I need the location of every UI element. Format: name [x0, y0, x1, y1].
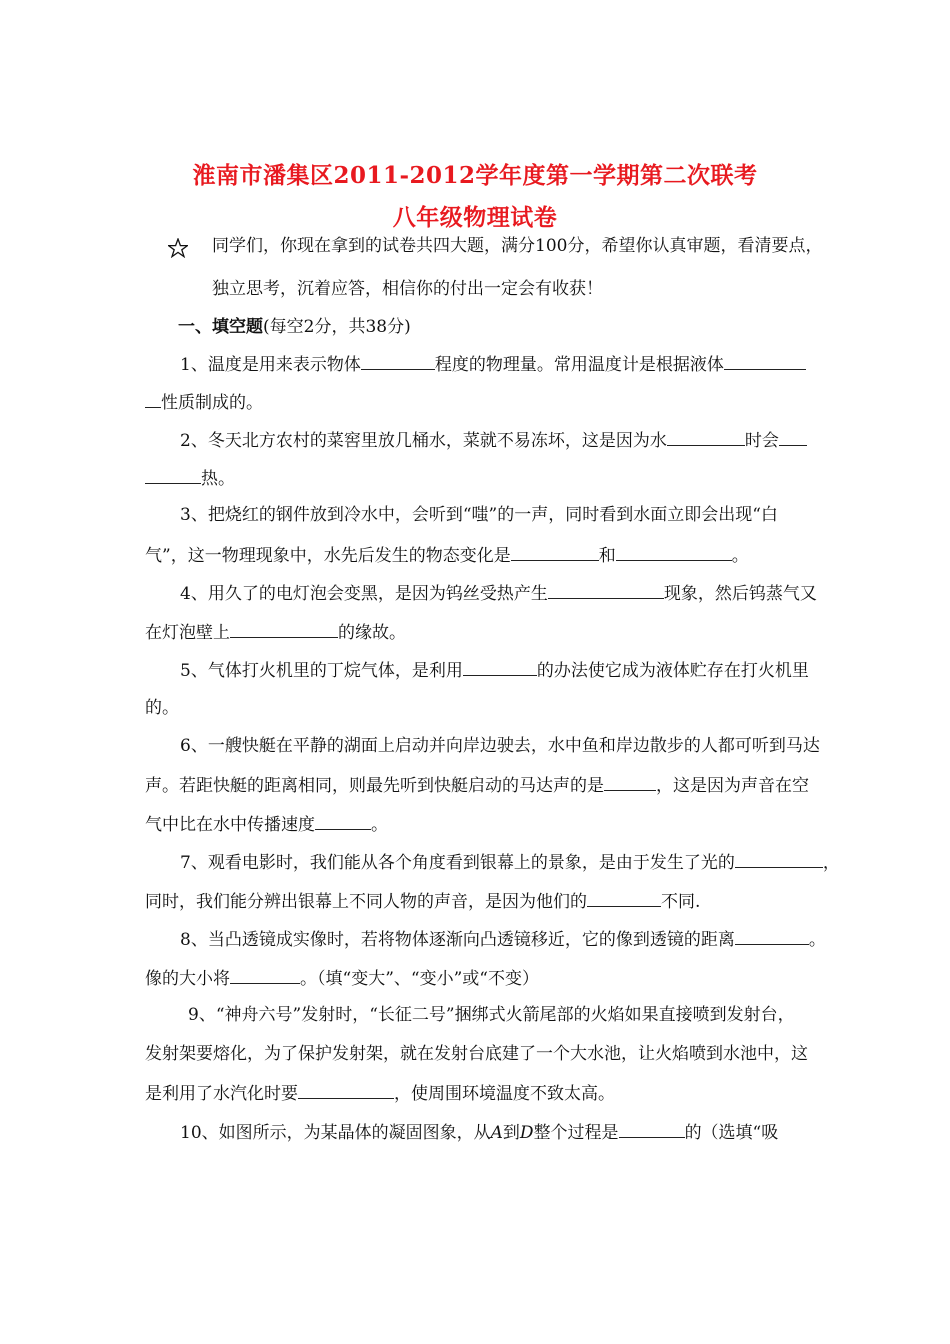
question-9-line-1: 9、“神舟六号”发射时，“长征二号”捆绑式火箭尾部的火焰如果直接喷到发射台，	[188, 1005, 795, 1025]
q6-text-d: 气中比在水中传播速度	[145, 815, 315, 835]
q8-blank-2[interactable]	[230, 965, 300, 984]
q1-text-a: 1、温度是用来表示物体	[180, 355, 361, 375]
q6-text-e: 。	[371, 815, 388, 835]
q6-blank-1[interactable]	[604, 772, 656, 791]
question-10-line-1	[180, 1119, 778, 1145]
q8-text-a: 8、当凸透镜成实像时，若将物体逐渐向凸透镜移近，它的像到透镜的距离	[180, 930, 735, 950]
question-8-line-2	[145, 965, 539, 991]
question-9-line-3	[145, 1080, 615, 1106]
q10-point-d: D	[519, 1123, 534, 1143]
q1-text-c: 性质制成的。	[161, 393, 263, 413]
q2-text-b: 时会	[744, 431, 779, 451]
exam-title-line2: 八年级物理试卷	[392, 204, 558, 231]
q4-text-b: 现象，然后钨蒸气又	[663, 584, 817, 604]
q3-blank-2[interactable]	[616, 542, 732, 561]
question-4-line-2	[145, 619, 406, 645]
section-1-note: (每空2分，共38分)	[263, 317, 411, 337]
q10-text-a: 10、如图所示，为某晶体的凝固图象，从	[180, 1123, 491, 1143]
q4-blank-2[interactable]	[230, 619, 338, 638]
q2-blank-1[interactable]	[667, 427, 745, 446]
q1-blank-2[interactable]	[724, 351, 806, 370]
q4-text-c: 在灯泡壁上	[145, 623, 230, 643]
question-1-line-2	[145, 389, 263, 415]
q7-text-b: ，	[822, 853, 840, 873]
q4-text-d: 的缘故。	[338, 623, 406, 643]
q2-text-c: 热。	[201, 469, 235, 489]
q10-point-a: A	[490, 1123, 503, 1143]
q6-text-b: 声。若距快艇的距离相同，则最先听到快艇启动的马达声的是	[145, 776, 604, 796]
q7-blank-2[interactable]	[587, 888, 661, 907]
question-6-line-2	[145, 772, 809, 798]
question-4-line-1	[180, 580, 817, 606]
question-3-line-2	[145, 542, 749, 568]
q8-text-c: 像的大小将	[145, 969, 230, 989]
q10-blank-1[interactable]	[619, 1119, 685, 1138]
q8-blank-1[interactable]	[735, 926, 809, 945]
q2-blank-2[interactable]	[779, 427, 807, 446]
question-7-line-2	[145, 888, 700, 914]
q4-text-a: 4、用久了的电灯泡会变黑，是因为钨丝受热产生	[180, 584, 548, 604]
q8-text-d: 。（填“变大”、“变小”或“不变）	[300, 969, 539, 989]
q5-blank-1[interactable]	[463, 657, 537, 676]
intro-line-2: 独立思考，沉着应答，相信你的付出一定会有收获！	[212, 279, 603, 299]
question-5-line-1	[180, 657, 809, 683]
question-2-line-2	[145, 465, 235, 491]
q7-text-a: 7、观看电影时，我们能从各个角度看到银幕上的景象，是由于发生了光的	[180, 853, 735, 873]
section-1-heading	[178, 315, 411, 339]
q1-blank-2-cont[interactable]	[145, 389, 161, 408]
q7-text-c: 同时，我们能分辨出银幕上不同人物的声音，是因为他们的	[145, 892, 587, 912]
q8-text-b: 。	[808, 930, 826, 950]
question-2-line-1	[180, 427, 807, 453]
q6-blank-2[interactable]	[315, 811, 371, 830]
q4-blank-1[interactable]	[548, 580, 664, 599]
question-8-line-1	[180, 926, 826, 952]
question-6-line-1: 6、一艘快艇在平静的湖面上启动并向岸边驶去，水中鱼和岸边散步的人都可听到马达	[180, 736, 820, 756]
section-1-label: 一、填空题	[178, 317, 263, 337]
q2-blank-2-cont[interactable]	[145, 465, 201, 484]
q10-text-f: 的（选填“吸	[684, 1123, 779, 1143]
q2-text-a: 2、冬天北方农村的菜窖里放几桶水，菜就不易冻坏，这是因为水	[180, 431, 667, 451]
q5-text-a: 5、气体打火机里的丁烷气体，是利用	[180, 661, 463, 681]
q10-text-c: 到	[502, 1123, 520, 1143]
q9-text-d: ，使周围环境温度不致太高。	[394, 1084, 615, 1104]
q1-blank-1[interactable]	[361, 351, 435, 370]
q10-text-e: 整个过程是	[533, 1123, 619, 1143]
star-icon	[168, 238, 188, 258]
q7-blank-1[interactable]	[735, 849, 823, 868]
q3-text-c: 和	[598, 546, 616, 566]
question-9-line-2: 发射架要熔化，为了保护发射架，就在发射台底建了一个大水池，让火焰喷到水池中，这	[145, 1044, 808, 1064]
q3-text-b: 气”，这一物理现象中，水先后发生的物态变化是	[145, 546, 511, 566]
q9-blank-1[interactable]	[298, 1080, 394, 1099]
q3-text-d: 。	[731, 546, 749, 566]
question-5-line-2: 的。	[145, 698, 179, 718]
question-3-line-1: 3、把烧红的钢件放到冷水中，会听到“嗤”的一声，同时看到水面立即会出现“白	[180, 505, 778, 525]
q3-blank-1[interactable]	[511, 542, 599, 561]
q1-text-b: 程度的物理量。常用温度计是根据液体	[434, 355, 724, 375]
question-1-line-1	[180, 351, 806, 377]
exam-title-line1: 淮南市潘集区2011-2012学年度第一学期第二次联考	[192, 162, 758, 189]
q9-text-c: 是利用了水汽化时要	[145, 1084, 298, 1104]
q5-text-b: 的办法使它成为液体贮存在打火机里	[536, 661, 809, 681]
q6-text-c: ，这是因为声音在空	[656, 776, 809, 796]
q7-text-d: 不同.	[661, 892, 701, 912]
intro-line-1: 同学们，你现在拿到的试卷共四大题，满分100分，希望你认真审题，看清要点，	[212, 236, 823, 256]
question-6-line-3	[145, 811, 388, 837]
question-7-line-1	[180, 849, 840, 875]
